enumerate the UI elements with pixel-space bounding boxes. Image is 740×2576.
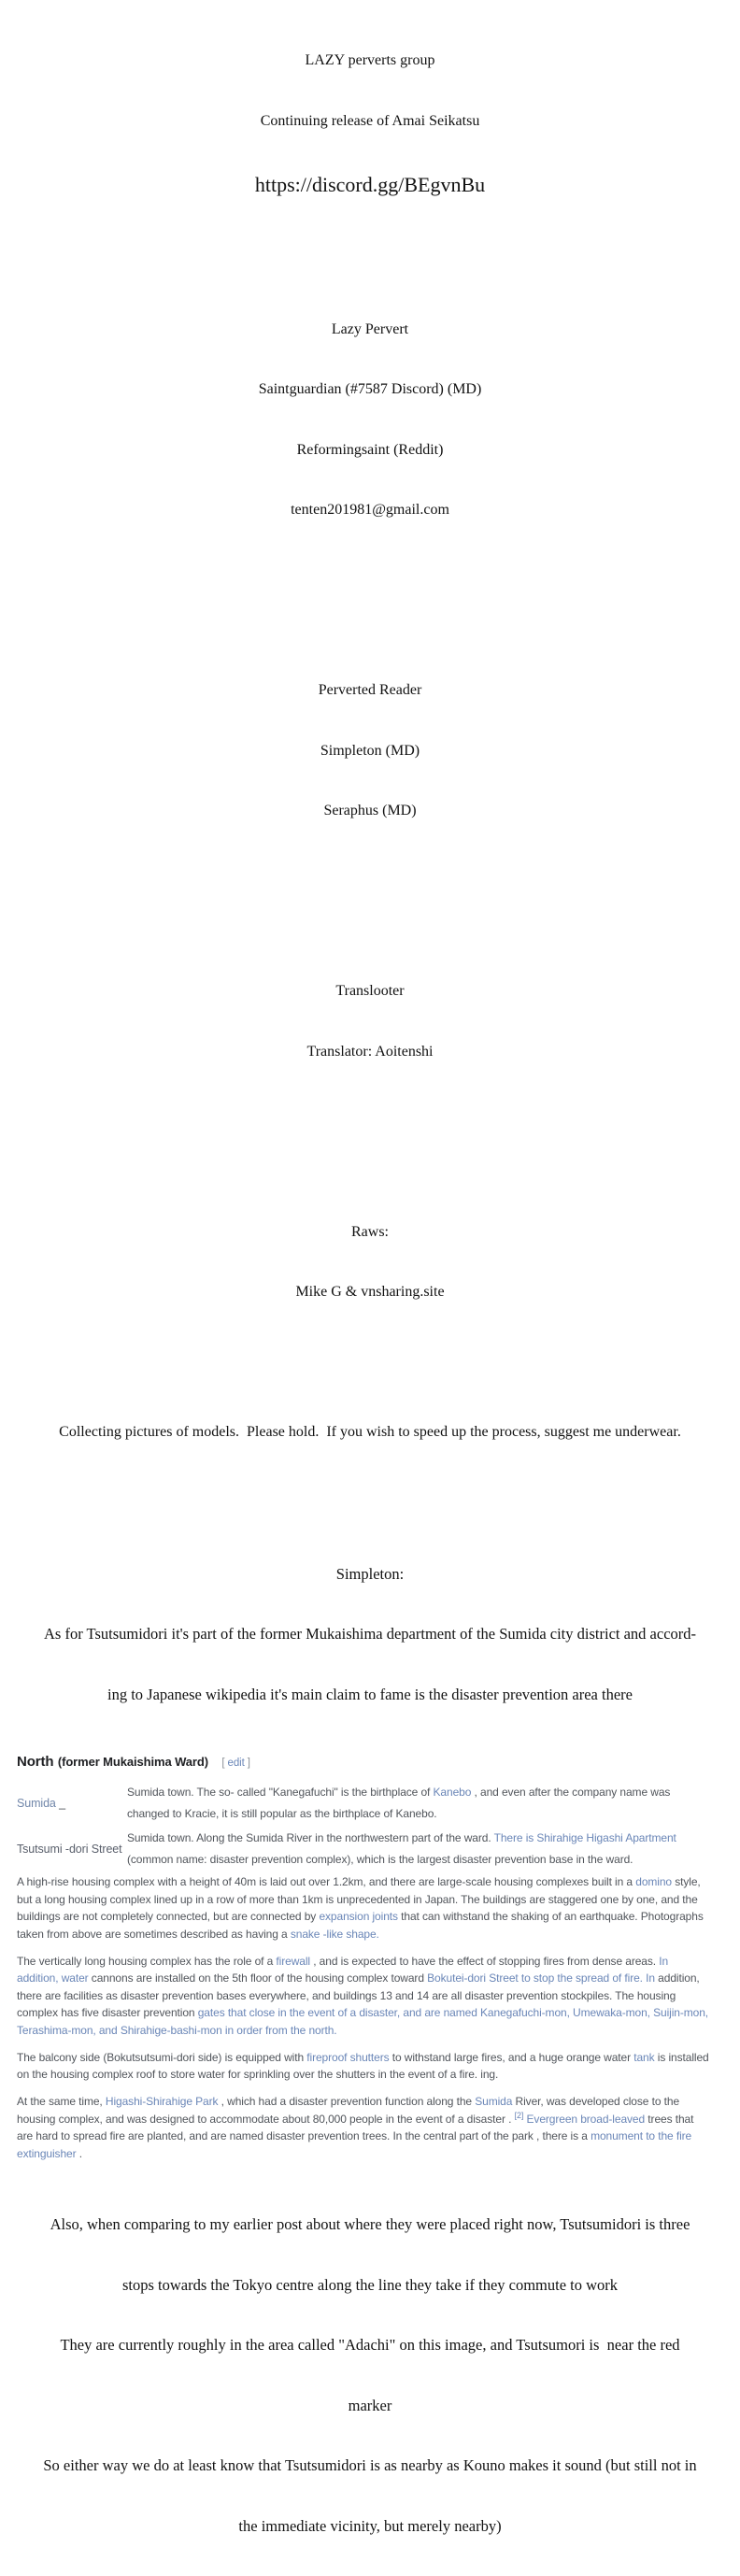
wiki-link[interactable]: domino bbox=[635, 1875, 673, 1888]
wiki-paragraphs bbox=[17, 1873, 712, 2162]
wikipedia-excerpt bbox=[17, 1754, 712, 2162]
edit-link[interactable]: edit bbox=[227, 1758, 245, 1769]
commentary-line: Also, when comparing to my earlier post about where they were placed right now, Tsutsumidori is three bbox=[50, 2215, 690, 2233]
wiki-term-suffix: _ bbox=[55, 1796, 66, 1810]
credits-line: Reformingsaint (Reddit) bbox=[296, 441, 444, 458]
credits-role-title: Raws: bbox=[351, 1223, 389, 1240]
wiki-text: . bbox=[76, 2146, 82, 2160]
commentary-line: They are currently roughly in the area called "Adachi" on this image, and Tsutsumori is near the red bbox=[60, 2336, 680, 2354]
wiki-text: cannons are installed on the 5th floor of the housing complex toward bbox=[88, 1971, 428, 1985]
wiki-link[interactable]: tank bbox=[633, 2050, 655, 2064]
wiki-text: , and is expected to have the effect of stopping fires from dense areas. bbox=[309, 1954, 660, 1968]
wiki-heading-subtitle: (former Mukaishima Ward) bbox=[57, 1755, 208, 1769]
commentary-line: stops towards the Tokyo centre along the line they take if they commute to work bbox=[121, 2275, 619, 2294]
wiki-link[interactable]: There is Shirahige Higashi Apartment bbox=[493, 1831, 676, 1844]
credits-section-raws bbox=[0, 1182, 740, 1343]
commentary-line: ing to Japanese wikipedia it's main claim to fame is the disaster prevention area there bbox=[107, 1685, 633, 1703]
wiki-text: to withstand large fires, and a huge orange water bbox=[389, 2050, 634, 2064]
edit-section-control bbox=[221, 1758, 250, 1769]
wiki-text: Sumida town. Along the Sumida River in the northwestern part of the ward. bbox=[127, 1831, 494, 1844]
wiki-text: trees that are hard to spread fire are planted, and are named disaster prevention trees. In the central part of the park , there is a bbox=[17, 2112, 694, 2142]
wiki-paragraph bbox=[17, 1873, 712, 1943]
wiki-paragraph bbox=[17, 2049, 712, 2084]
wiki-link[interactable]: gates that close in the event of a disaster, and are named Kanegafuchi-mon, Umewaka-mon, Suijin-mon, Terashima-mon, and Shirahige-bashi-mon in order from the north. bbox=[17, 2006, 709, 2037]
wiki-text: , and even after the company name was changed to Kracie, it is still popular as the birthplace of Kanebo. bbox=[127, 1786, 671, 1820]
wiki-text: At the same time, bbox=[17, 2095, 106, 2108]
credits-line: Seraphus (MD) bbox=[323, 803, 417, 818]
speaker-label: Simpleton: bbox=[335, 1564, 405, 1583]
wiki-text: The balcony side (Bokutsutsumi-dori side) is equipped with bbox=[17, 2050, 307, 2064]
citation-ref-link[interactable]: [2] bbox=[514, 2110, 524, 2120]
wiki-term-cell bbox=[17, 1797, 127, 1811]
wiki-link[interactable]: Higashi-Shirahige Park bbox=[105, 2095, 219, 2108]
wiki-section-heading bbox=[17, 1754, 712, 1771]
wiki-term-description bbox=[127, 1782, 712, 1825]
credits-line: Saintguardian (#7587 Discord) (MD) bbox=[258, 381, 482, 397]
wiki-link[interactable]: Evergreen broad-leaved bbox=[523, 2112, 646, 2126]
commentary-line: So either way we do at least know that Tsutsumidori is as nearby as Kouno makes it sound (but still not in bbox=[43, 2456, 697, 2474]
credits-line: Mike G & vnsharing.site bbox=[295, 1284, 445, 1300]
wiki-link[interactable]: In addition, water bbox=[17, 1954, 669, 1985]
wiki-text: addition, there are facilities as disaster prevention bases everywhere, and buildings 13 and 14 are all disaster prevention stockpiles. The housing complex has five disaster prevention bbox=[17, 1971, 700, 2019]
edit-bracket-open: [ bbox=[221, 1758, 225, 1769]
wiki-text: Sumida town. The so- called "Kanegafuchi" is the birthplace of bbox=[127, 1786, 434, 1799]
wiki-term-description bbox=[127, 1828, 712, 1871]
commentary-line: the immediate vicinity, but merely nearby) bbox=[238, 2516, 502, 2535]
wiki-paragraph bbox=[17, 1953, 712, 2040]
wiki-text: The vertically long housing complex has the role of a bbox=[17, 1954, 277, 1968]
wiki-link[interactable]: firewall bbox=[276, 1954, 310, 1968]
wiki-link[interactable]: expansion joints bbox=[319, 1910, 398, 1923]
credits-section-translooter bbox=[0, 941, 740, 1102]
credits-release-title: Continuing release of Amai Seikatsu bbox=[260, 112, 480, 129]
wiki-text: style, but a long housing complex lined up in a row of more than 1km is unprecedented in Japan. The buildings are staggered one by one, and the buildings are not completely connected, but are connected by bbox=[17, 1875, 701, 1923]
wiki-definition-list bbox=[17, 1782, 712, 1871]
wiki-text: , which had a disaster prevention function along the bbox=[218, 2095, 476, 2108]
wiki-text: River, was developed close to the housing complex, and was designed to accommodate about 80,000 people in the event of a disaster . bbox=[17, 2095, 680, 2126]
wiki-term-cell bbox=[17, 1843, 127, 1857]
wiki-entry-row bbox=[17, 1782, 712, 1825]
wiki-term-link[interactable]: Sumida bbox=[17, 1796, 56, 1810]
wiki-link[interactable]: Bokutei-dori Street to stop the spread of fire. In bbox=[427, 1971, 655, 1985]
wiki-link[interactable]: snake -like shape. bbox=[290, 1927, 379, 1941]
credits-section-perverted-reader bbox=[0, 640, 740, 861]
credits-section-lazy-pervert bbox=[0, 279, 740, 561]
commentary-line: marker bbox=[348, 2396, 392, 2414]
wiki-heading-title: North bbox=[17, 1754, 54, 1770]
wiki-term-link: Tsutsumi -dori Street bbox=[17, 1842, 122, 1856]
recruitment-notice: Collecting pictures of models. Please hold. If you wish to speed up the process, suggest me underwear. bbox=[59, 1424, 681, 1440]
edit-bracket-close: ] bbox=[247, 1758, 250, 1769]
wiki-link[interactable]: Sumida bbox=[475, 2095, 513, 2108]
wiki-text: (common name: disaster prevention complex), which is the largest disaster prevention base in the ward. bbox=[127, 1853, 633, 1866]
wiki-entry-row bbox=[17, 1828, 712, 1871]
credits-role-title: Translooter bbox=[335, 983, 405, 999]
commentary-bottom bbox=[0, 2174, 740, 2576]
credits-role-title: Perverted Reader bbox=[318, 682, 422, 698]
wiki-link[interactable]: fireproof shutters bbox=[306, 2050, 390, 2064]
commentary-top bbox=[0, 1524, 740, 1745]
credits-line: Simpleton (MD) bbox=[320, 742, 420, 759]
credits-email: tenten201981@gmail.com bbox=[291, 502, 449, 518]
wiki-text: is installed on the housing complex roof to store water for sprinkling over the shutters in the event of a fire. ing. bbox=[17, 2050, 709, 2081]
discord-invite-link: https://discord.gg/BEgvnBu bbox=[254, 173, 486, 196]
credits-group-name: LAZY perverts group bbox=[305, 52, 435, 68]
wiki-paragraph bbox=[17, 2093, 712, 2162]
wiki-link[interactable]: Kanebo bbox=[433, 1786, 472, 1799]
credits-role-title: Lazy Pervert bbox=[331, 320, 409, 337]
commentary-line: As for Tsutsumidori it's part of the former Mukaishima department of the Sumida city district and accord- bbox=[43, 1625, 697, 1643]
wiki-text: that can withstand the shaking of an earthquake. Photographs taken from above are sometimes described as having a bbox=[17, 1910, 704, 1941]
credits-line: Translator: Aoitenshi bbox=[306, 1043, 434, 1060]
wiki-text: A high-rise housing complex with a height of 40m is laid out over 1.2km, and there are large-scale housing complexes built in a bbox=[17, 1875, 636, 1888]
wiki-link[interactable]: monument to the fire extinguisher bbox=[17, 2129, 692, 2160]
